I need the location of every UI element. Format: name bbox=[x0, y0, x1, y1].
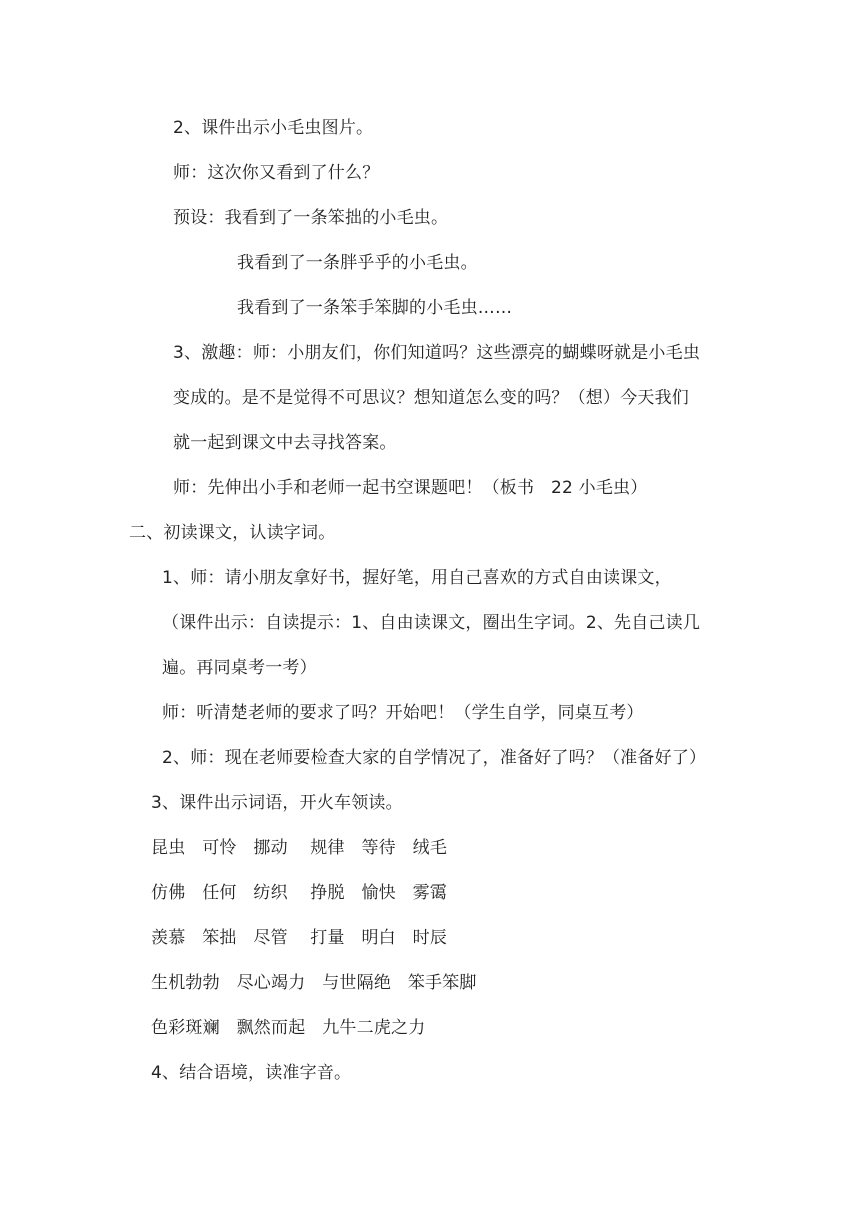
vocabulary-row-2: 仿佛 任何 纺织 挣脱 愉快 雾霭 bbox=[151, 883, 448, 903]
text-line-teacher-question: 师：这次你又看到了什么？ bbox=[173, 163, 380, 183]
vocabulary-row-3: 羡慕 笨拙 尽管 打量 明白 时辰 bbox=[151, 928, 448, 948]
text-line-preset-answer-2: 我看到了一条胖乎乎的小毛虫。 bbox=[237, 253, 478, 273]
text-line-pronunciation-step-4: 4、结合语境，读准字音。 bbox=[151, 1063, 352, 1083]
text-line-title-writing: 师：先伸出小手和老师一起书空课题吧！（板书 22 小毛虫） bbox=[173, 478, 648, 498]
text-line-step-2: 2、课件出示小毛虫图片。 bbox=[173, 118, 374, 138]
text-line-reading-tip-1: （课件出示：自读提示：1、自由读课文，圈出生字词。2、先自己读几 bbox=[162, 613, 701, 633]
text-line-reading-tip-2: 遍。再同桌考一考） bbox=[162, 658, 317, 678]
text-line-step-3-part-2: 变成的。是不是觉得不可思议？想知道怎么变的吗？（想）今天我们 bbox=[173, 388, 689, 408]
text-line-step-3-part-3: 就一起到课文中去寻找答案。 bbox=[173, 433, 397, 453]
text-line-preset-answer-1: 预设：我看到了一条笨拙的小毛虫。 bbox=[173, 208, 449, 228]
vocabulary-row-5: 色彩斑斓 飘然而起 九牛二虎之力 bbox=[151, 1018, 426, 1038]
text-line-check-step-2: 2、师：现在老师要检查大家的自学情况了，准备好了吗？（准备好了） bbox=[162, 748, 707, 768]
text-line-step-3-part-1: 3、激趣：师：小朋友们，你们知道吗？这些漂亮的蝴蝶呀就是小毛虫 bbox=[173, 343, 701, 363]
vocabulary-row-1: 昆虫 可怜 挪动 规律 等待 绒毛 bbox=[151, 838, 448, 858]
text-line-vocabulary-step-3: 3、课件出示词语，开火车领读。 bbox=[151, 793, 403, 813]
section-heading-2: 二、初读课文，认读字词。 bbox=[129, 523, 336, 543]
text-line-preset-answer-3: 我看到了一条笨手笨脚的小毛虫…… bbox=[237, 298, 513, 318]
vocabulary-row-4: 生机勃勃 尽心竭力 与世隔绝 笨手笨脚 bbox=[151, 973, 477, 993]
text-line-start-reading: 师：听清楚老师的要求了吗？开始吧！（学生自学，同桌互考） bbox=[162, 703, 644, 723]
text-line-reading-step-1: 1、师：请小朋友拿好书，握好笔，用自己喜欢的方式自由读课文， bbox=[162, 568, 672, 588]
